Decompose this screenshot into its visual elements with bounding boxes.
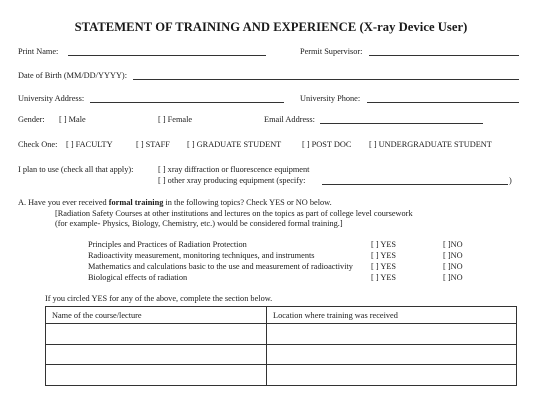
circled-note: If you circled YES for any of the above, complete the section below. (45, 294, 273, 303)
topic-item: Radioactivity measurement, monitoring techniques, and instruments (88, 251, 315, 260)
gender-label: Gender: (18, 115, 45, 124)
topic-4-no-checkbox[interactable]: [ ]NO (443, 273, 463, 282)
course-table (45, 306, 517, 386)
topic-item: Biological effects of radiation (88, 273, 188, 282)
table-cell-location[interactable] (267, 344, 517, 365)
female-checkbox[interactable]: [ ] Female (158, 115, 193, 124)
table-row (46, 344, 517, 365)
topic-item: Mathematics and calculations basic to the use and measurement of radioactivity (88, 262, 353, 271)
table-header-row (46, 307, 517, 324)
check-one-label: Check One: (18, 140, 58, 149)
close-paren: ) (509, 176, 512, 185)
male-checkbox[interactable]: [ ] Male (59, 115, 86, 124)
university-phone-line[interactable] (367, 102, 519, 103)
graduate-student-checkbox[interactable]: [ ] GRADUATE STUDENT (187, 140, 282, 149)
faculty-checkbox[interactable]: [ ] FACULTY (66, 140, 113, 149)
section-a-question: A. Have you ever received formal training in the following topics? Check YES or NO below. (18, 198, 332, 207)
university-address-label: University Address: (18, 94, 85, 103)
university-address-line[interactable] (90, 102, 284, 103)
topic-4-yes-checkbox[interactable]: [ ] YES (371, 273, 397, 282)
xray-diffraction-checkbox[interactable]: [ ] xray diffraction or fluorescence equipment (158, 165, 310, 174)
dob-line[interactable] (133, 79, 519, 80)
table-cell-course[interactable] (46, 344, 267, 365)
table-cell-location[interactable] (267, 324, 517, 345)
topic-item: Principles and Practices of Radiation Protection (88, 240, 247, 249)
topic-2-no-checkbox[interactable]: [ ]NO (443, 251, 463, 260)
section-a-note-line2: (for example- Physics, Biology, Chemistry, etc.) would be considered formal training.] (55, 219, 343, 228)
table-cell-location[interactable] (267, 365, 517, 386)
table-cell-course[interactable] (46, 324, 267, 345)
table-row (46, 365, 517, 386)
table-cell-course[interactable] (46, 365, 267, 386)
topic-3-no-checkbox[interactable]: [ ]NO (443, 262, 463, 271)
form-title: STATEMENT OF TRAINING AND EXPERIENCE (X-ray Device User) (74, 20, 468, 34)
print-name-line[interactable] (68, 55, 266, 56)
other-xray-checkbox[interactable]: [ ] other xray producing equipment (specify: (158, 176, 306, 185)
post-doc-checkbox[interactable]: [ ] POST DOC (302, 140, 352, 149)
permit-supervisor-line[interactable] (369, 55, 519, 56)
topic-2-yes-checkbox[interactable]: [ ] YES (371, 251, 397, 260)
dob-label: Date of Birth (MM/DD/YYYY): (18, 71, 127, 80)
table-header-course: Name of the course/lecture (46, 307, 267, 324)
section-a-note-line1: [Radiation Safety Courses at other institutions and lectures on the topics as part of college level coursework (55, 209, 413, 218)
other-xray-specify-line[interactable] (322, 184, 508, 185)
staff-checkbox[interactable]: [ ] STAFF (136, 140, 170, 149)
topic-1-yes-checkbox[interactable]: [ ] YES (371, 240, 397, 249)
plan-label: I plan to use (check all that apply): (18, 165, 134, 174)
topic-1-no-checkbox[interactable]: [ ]NO (443, 240, 463, 249)
university-phone-label: University Phone: (300, 94, 361, 103)
email-label: Email Address: (264, 115, 315, 124)
permit-supervisor-label: Permit Supervisor: (300, 47, 363, 56)
table-row (46, 324, 517, 345)
topic-3-yes-checkbox[interactable]: [ ] YES (371, 262, 397, 271)
print-name-label: Print Name: (18, 47, 59, 56)
table-header-location: Location where training was received (267, 307, 517, 324)
email-line[interactable] (320, 123, 483, 124)
undergraduate-student-checkbox[interactable]: [ ] UNDERGRADUATE STUDENT (369, 140, 492, 149)
